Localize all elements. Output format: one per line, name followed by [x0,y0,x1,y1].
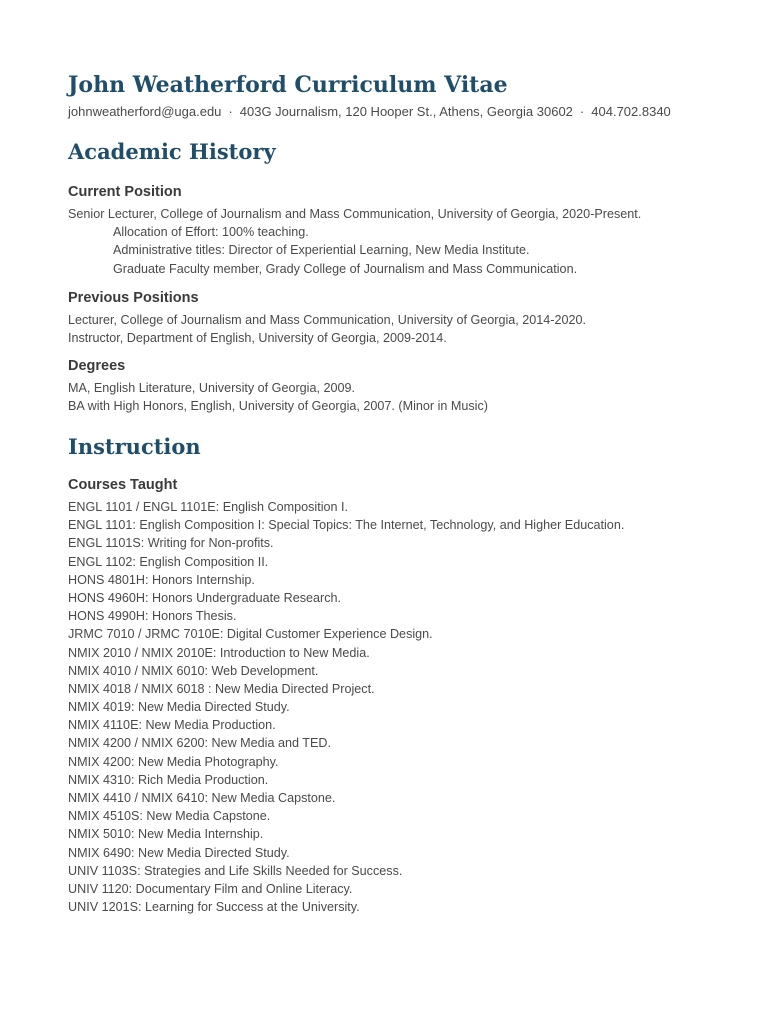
list-item: UNIV 1103S: Strategies and Life Skills Needed for Success. [68,863,403,878]
list-item: Lecturer, College of Journalism and Mass Communication, University of Georgia, 2014-2020. [68,313,586,327]
list-item: NMIX 4018 / NMIX 6018 : New Media Directed Project. [68,681,375,696]
list-item: JRMC 7010 / JRMC 7010E: Digital Customer Experience Design. [68,627,433,642]
contact-separator: · [579,104,585,119]
address-text: 403G Journalism, 120 Hooper St., Athens, Georgia 30602 [239,104,573,119]
email-link[interactable]: johnweatherford@uga.edu [68,104,222,119]
list-item: Senior Lecturer, College of Journalism and Mass Communication, University of Georgia, 2020-Present. [68,207,642,221]
list-item: NMIX 5010: New Media Internship. [68,827,264,842]
section-title-academic-history: Academic History [68,139,276,164]
degrees-list [68,379,488,415]
list-item: ENGL 1101: English Composition I: Special Topics: The Internet, Technology, and Higher Education. [68,518,625,533]
list-item: NMIX 4010 / NMIX 6010: Web Development. [68,663,319,678]
subsection-title-previous-positions: Previous Positions [68,290,199,306]
list-item: ENGL 1102: English Composition II. [68,554,269,569]
subsection-title-current-position: Current Position [68,184,182,200]
list-item: NMIX 2010 / NMIX 2010E: Introduction to New Media. [68,645,370,660]
list-item: UNIV 1201S: Learning for Success at the University. [68,900,360,915]
list-item: HONS 4960H: Honors Undergraduate Research. [68,590,342,605]
list-item: NMIX 4510S: New Media Capstone. [68,809,271,824]
current-position-list [68,205,641,278]
list-item: NMIX 4019: New Media Directed Study. [68,700,290,715]
list-item: BA with High Honors, English, University of Georgia, 2007. (Minor in Music) [68,399,488,414]
list-item: ENGL 1101S: Writing for Non-profits. [68,536,274,551]
list-item: ENGL 1101 / ENGL 1101E: English Composition I. [68,500,349,514]
list-item: Instructor, Department of English, University of Georgia, 2009-2014. [68,331,447,346]
list-item: NMIX 4200: New Media Photography. [68,754,279,769]
page-title: John Weatherford Curriculum Vitae [68,72,508,98]
section-title-instruction: Instruction [68,434,201,459]
list-item: UNIV 1120: Documentary Film and Online Literacy. [68,881,353,896]
contact-separator: · [228,104,233,119]
list-item: HONS 4801H: Honors Internship. [68,572,255,587]
subsection-title-degrees: Degrees [68,358,126,374]
list-item-indented: Allocation of Effort: 100% teaching. [113,225,309,240]
list-item: NMIX 6490: New Media Directed Study. [68,845,290,860]
list-item: HONS 4990H: Honors Thesis. [68,609,237,624]
subsection-title-courses-taught: Courses Taught [68,477,178,493]
courses-list [68,498,624,916]
contact-line [68,103,671,121]
list-item-indented: Graduate Faculty member, Grady College of Journalism and Mass Communication. [113,261,578,276]
list-item: NMIX 4410 / NMIX 6410: New Media Capstone. [68,791,336,805]
list-item: NMIX 4310: Rich Media Production. [68,772,269,787]
list-item-indented: Administrative titles: Director of Experiential Learning, New Media Institute. [113,243,530,258]
list-item: MA, English Literature, University of Georgia, 2009. [68,381,355,395]
list-item: NMIX 4200 / NMIX 6200: New Media and TED. [68,736,331,751]
list-item: NMIX 4110E: New Media Production. [68,718,276,733]
phone-text: 404.702.8340 [591,104,671,119]
previous-positions-list [68,311,586,347]
